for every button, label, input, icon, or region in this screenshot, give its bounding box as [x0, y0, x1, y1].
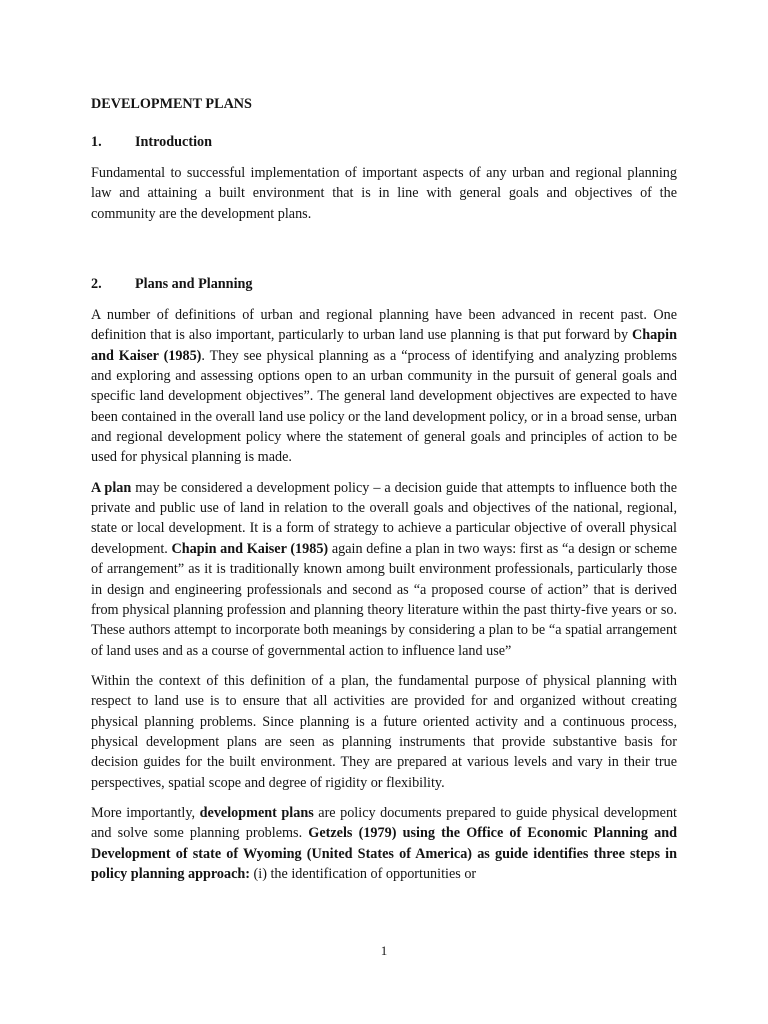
paragraph-development-plans [91, 803, 677, 884]
section-heading-introduction [91, 132, 677, 152]
section-number: 2. [91, 276, 102, 293]
paragraph-introduction: Fundamental to successful implementation of important aspects of any urban and regional planning law and attaining a built environment that is in line with general goals and objectives of the community are the development plans. [91, 165, 677, 222]
document-title: DEVELOPMENT PLANS [91, 96, 252, 112]
section-title: Plans and Planning [135, 276, 253, 293]
text-run: may be considered a development policy – a decision guide that attempts to influence both the private and public use of land in relation to the overall goals and objectives of the national, regional, state or local development. It is a form of strategy to achieve a particular objective of overall physical development. [91, 479, 677, 557]
paragraph-definitions [91, 305, 677, 468]
document-page [91, 94, 677, 884]
paragraph-a-plan [91, 478, 677, 661]
paragraph-purpose: Within the context of this definition of a plan, the fundamental purpose of physical planning with respect to land use is to ensure that all activities are provided for and organized without creating physical planning problems. Since planning is a future oriented activity and a continuous process, physical development plans are seen as planning instruments that provide substantive basis for decision guides for the built environment. They are prepared at various levels and vary in their true perspectives, spatial scope and degree of rigidity or flexibility. [91, 672, 677, 791]
section-number: 1. [91, 134, 102, 150]
text-run: are policy documents prepared to guide physical development and solve some planning problems. [91, 804, 677, 842]
text-run: A number of definitions of urban and regional planning have been advanced in recent past. One definition that is also important, particularly to urban land use planning is that put forward by [91, 307, 677, 344]
text-run: (i) the identification of opportunities or [250, 865, 477, 882]
text-run: . They see physical planning as a “process of identifying and analyzing problems and exploring and assessing options open to an urban community in the pursuit of general goals and specific land development objectives”. The general land development objectives are expected to have been contained in the overall land use policy or the land development policy, or in a broad sense, urban and regional development policy where the statement of general goals and principles of action to be used for physical planning is made. [91, 347, 677, 466]
section-heading-plans-and-planning [91, 274, 677, 294]
term-bold: A plan [91, 479, 132, 496]
term-bold: development plans [199, 804, 314, 821]
citation-bold: Chapin and Kaiser (1985) [171, 540, 329, 557]
citation-bold: Getzels (1979) using the Office of Economic Planning and Development of state of Wyoming (United States of America) as guide identifies three steps in policy planning approach: [91, 825, 677, 882]
page-number: 1 [380, 943, 388, 958]
citation-bold: Chapin and Kaiser (1985) [91, 327, 677, 364]
section-title: Introduction [135, 134, 212, 150]
text-run: again define a plan in two ways: first as “a design or scheme of arrangement” as it is traditionally known among built environment professionals, particularly those in design and engineering professionals and second as “a proposed course of action” that is derived from physical planning profession and planning theory literature within the past thirty-five years or so. These authors attempt to incorporate both meanings by considering a plan to be “a spatial arrangement of land uses and as a course of governmental action to influence land use” [91, 540, 678, 659]
text-run: More importantly, [91, 804, 200, 821]
